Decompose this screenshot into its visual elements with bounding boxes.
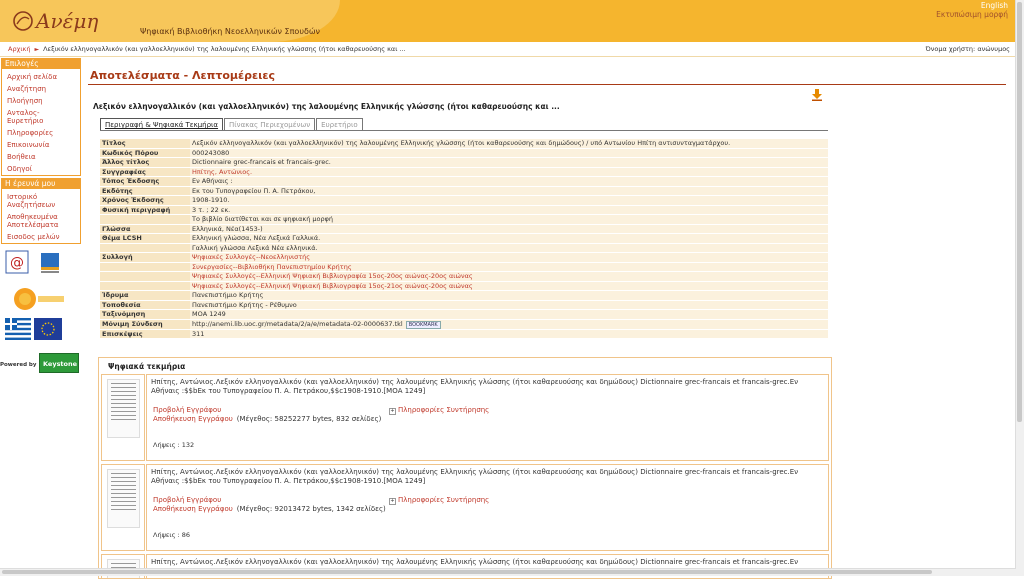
research-box (1, 178, 81, 244)
field-label: Άλλος τίτλος (100, 158, 190, 167)
options-box (1, 58, 81, 176)
table-row (100, 330, 828, 339)
item-details (146, 374, 829, 461)
eu-flag-icon (34, 318, 62, 340)
collection-link[interactable]: Ψηφιακές Συλλογές--Ελληνική Ψηφιακή Βιβλιογραφία 15ος-20ος αιώνας-20ος αιώνας (192, 272, 473, 280)
sidebar-item-history[interactable]: Ιστορικό Αναζητήσεων (7, 193, 56, 209)
digital-items-title: Ψηφιακά τεκμήρια (108, 362, 186, 371)
table-row (100, 301, 828, 310)
information-society-logo-shape (9, 286, 67, 312)
sidebar-item-info[interactable]: Πληροφορίες (7, 129, 54, 137)
breadcrumb-arrow-icon: ► (34, 46, 40, 53)
tab-index[interactable]: Ευρετήριο (316, 118, 362, 131)
table-row (100, 272, 828, 281)
item-description: Ηπίτης, Αντώνιος.Λεξικόν ελληνογαλλικόν (και γαλλοελληνικόν) της λαλουμένης Ελληνικής γλώσσης (ήτοι καθαρευούσης και δημώδους) Dictionnaire grec-francais et francais-grec.Εν Αθήναις :$$bΕκ του Τυπογραφείου Π. Α. Πετράκου,$$c1908-1910.[ΜΟΑ 1249] (151, 378, 799, 395)
field-label: Τίτλος (100, 139, 190, 148)
table-row (100, 139, 828, 148)
keystone-logo-icon[interactable] (39, 353, 79, 373)
field-label-empty (100, 263, 190, 272)
table-row (100, 158, 828, 167)
sidebar-item-help[interactable]: Βοήθεια (7, 153, 36, 161)
ministry-logo-shape (37, 250, 63, 276)
table-row (100, 215, 828, 224)
document-size: (Μέγεθος: 92013472 bytes, 1342 σελίδες) (236, 505, 386, 513)
preservation-info[interactable] (389, 496, 489, 505)
breadcrumb-bar (0, 42, 1016, 57)
field-label: Θέμα LCSH (100, 234, 190, 243)
table-row (100, 244, 828, 253)
field-value: Πανεπιστήμιο Κρήτης - Ρέθυμνο (190, 301, 828, 310)
sidebar-item-browse[interactable]: Πλοήγηση (7, 97, 43, 105)
download-arrow-shape (812, 89, 822, 101)
sidebar-item-search[interactable]: Αναζήτηση (7, 85, 47, 93)
user-name: ανώνυμος (977, 45, 1010, 53)
field-value: Εκ του Τυπογραφείου Π. Α. Πετράκου, (190, 187, 828, 196)
esearch-logo-icon[interactable] (5, 250, 29, 274)
field-label: Τόπος Έκδοσης (100, 177, 190, 186)
field-value: Γαλλική γλώσσα Λεξικά Νέα ελληνικά. (190, 244, 828, 253)
table-row (100, 310, 828, 319)
field-value-cell (190, 168, 828, 177)
item-description: Ηπίτης, Αντώνιος.Λεξικόν ελληνογαλλικόν (και γαλλοελληνικόν) της λαλουμένης Ελληνικής γλώσσης (ήτοι καθαρευούσης και δημώδους) Dictionnaire grec-francais et francais-grec.Εν Αθήναις :$$bΕκ του Τυπογραφείου Π. Α. Πετράκου,$$c1908-1910.[ΜΟΑ 1249] (151, 468, 799, 485)
breadcrumb-home[interactable]: Αρχική (8, 45, 31, 53)
table-row (100, 187, 828, 196)
save-document-link[interactable]: Αποθήκευση Εγγράφου (153, 415, 233, 423)
sidebar-item-saved[interactable]: Αποθηκευμένα Αποτελέσματα (7, 213, 59, 229)
download-icon[interactable] (812, 89, 822, 101)
horizontal-scroll-thumb[interactable] (2, 570, 932, 574)
list-item (101, 464, 829, 549)
field-label: Ίδρυμα (100, 291, 190, 300)
download-count: Λήψεις : 132 (153, 441, 195, 449)
ministry-logo-icon[interactable] (37, 250, 63, 276)
field-label: Συλλογή (100, 253, 190, 262)
field-value-cell (190, 282, 828, 291)
bookmark-button[interactable]: BOOKMARK (406, 321, 441, 329)
permalink-text[interactable]: http://anemi.lib.uoc.gr/metadata/2/a/e/metadata-02-0000637.tkl (192, 319, 403, 328)
field-label-empty (100, 272, 190, 281)
document-thumbnail[interactable] (101, 464, 145, 551)
vertical-scroll-thumb[interactable] (1017, 2, 1022, 422)
download-count: Λήψεις : 86 (153, 531, 190, 539)
user-info (926, 45, 1010, 53)
vertical-scrollbar[interactable] (1015, 0, 1024, 576)
sidebar-item-index[interactable]: Ανταλος-Ευρετήριο (7, 109, 44, 125)
table-row (100, 225, 828, 234)
breadcrumb (8, 45, 406, 53)
field-value-cell (190, 272, 828, 281)
view-document-link[interactable]: Προβολή Εγγράφου (153, 406, 222, 414)
table-row (100, 168, 828, 177)
field-value-cell (190, 263, 828, 272)
options-header: Επιλογές (2, 58, 80, 69)
document-thumbnail[interactable] (101, 374, 145, 461)
table-row (100, 291, 828, 300)
table-row (100, 253, 828, 262)
preservation-info-label: Πληροφορίες Συντήρησης (398, 406, 490, 414)
field-value-cell (190, 253, 828, 262)
logo-sun-icon (12, 10, 34, 32)
record-table (100, 138, 828, 339)
sidebar (1, 58, 81, 246)
preservation-info[interactable] (389, 406, 489, 415)
tab-contents[interactable]: Πίνακας Περιεχομένων (224, 118, 315, 131)
print-link[interactable]: Εκτυπώσιμη μορφή (936, 10, 1008, 19)
field-label-empty (100, 244, 190, 253)
field-label-empty (100, 215, 190, 224)
site-logo[interactable] (12, 7, 98, 35)
field-value: Εν Αθήναις : (190, 177, 828, 186)
item-description: Ηπίτης, Αντώνιος.Λεξικόν ελληνογαλλικόν (και γαλλοελληνικόν) της λαλουμένης Ελληνικής γλώσσης (ήτοι καθαρευούσης και δημώδους) Dictionnaire grec-francais et francais-grec.Εν (151, 558, 799, 566)
research-header: Η έρευνά μου (2, 178, 80, 189)
field-label: Γλώσσα (100, 225, 190, 234)
table-row (100, 263, 828, 272)
table-row (100, 282, 828, 291)
field-value: Λεξικόν ελληνογαλλικόν (και γαλλοελληνικόν) της λαλουμένης Ελληνικής γλώσσης (ήτοι καθαρευούσης και δημώδους) / υπό Αντωνίου Ηπίτη αντισυνταγματάρχου. (190, 139, 828, 148)
horizontal-scrollbar[interactable] (0, 568, 1016, 576)
powered-by-label: Powered by (0, 362, 37, 368)
collection-link[interactable]: Συνεργασίες--Βιβλιοθήκη Πανεπιστημίου Κρήτης (192, 262, 352, 271)
field-value: 3 τ. ; 22 εκ. (190, 206, 828, 215)
field-value: 1908-1910. (190, 196, 828, 205)
list-item (101, 374, 829, 459)
field-label: Επισκέψεις (100, 330, 190, 339)
title-divider (88, 84, 1006, 85)
top-links (936, 1, 1008, 19)
sidebar-item-login[interactable]: Εισοδος μελών (7, 233, 60, 241)
sidebar-item-home[interactable]: Αρχική σελίδα (7, 73, 58, 81)
collection-link[interactable]: Ψηφιακές Συλλογές--Νεοελληνιστής (192, 253, 311, 261)
sidebar-item-contact[interactable]: Επικοινωνία (7, 141, 50, 149)
field-value: 311 (190, 330, 828, 339)
expand-plus-icon[interactable]: + (390, 408, 395, 414)
save-document-row (153, 505, 386, 513)
field-label: Φυσική περιγραφή (100, 206, 190, 215)
expand-plus-icon[interactable]: + (390, 498, 395, 504)
view-document-link[interactable]: Προβολή Εγγράφου (153, 496, 222, 504)
page-title: Αποτελέσματα - Λεπτομέρειες (90, 69, 276, 82)
work-title: Λεξικόν ελληνογαλλικόν (και γαλλοελληνικόν) της λαλουμένης Ελληνικής γλώσσης (ήτοι καθαρευούσης και ... (93, 102, 560, 111)
table-row (100, 196, 828, 205)
logo-text: Ανέμη (36, 9, 99, 33)
field-value: Ελληνικά, Νέα(1453-) (190, 225, 828, 234)
field-label: Χρόνος Έκδοσης (100, 196, 190, 205)
field-value: Το βιβλίο διατίθεται και σε ψηφιακή μορφή (190, 215, 828, 224)
greek-flag-shape (5, 318, 31, 340)
greek-flag-icon (5, 318, 31, 340)
user-label: Όνομα χρήστη: (925, 45, 976, 53)
item-details (146, 464, 829, 551)
keystone-label: Keystone (43, 360, 78, 368)
author-link[interactable]: Ηπίτης, Αντώνιος. (192, 167, 253, 176)
breadcrumb-current: Λεξικόν ελληνογαλλικόν (και γαλλοελληνικόν) της λαλουμένης Ελληνικής γλώσσης (ήτοι καθαρευούσης και ... (43, 45, 406, 53)
digital-items-box (98, 357, 832, 579)
sidebar-item-guides[interactable]: Οδηγοί (7, 165, 33, 173)
field-label: Κωδικός Πόρου (100, 149, 190, 158)
field-value-cell (190, 320, 828, 329)
field-label: Συγγραφέας (100, 168, 190, 177)
table-row (100, 206, 828, 215)
field-value: Ελληνική γλώσσα, Νέα Λεξικά Γαλλικά. (190, 234, 828, 243)
table-row (100, 149, 828, 158)
field-label: Εκδότης (100, 187, 190, 196)
field-label: Μόνιμη Σύνδεση (100, 320, 190, 329)
tabs (100, 118, 364, 130)
information-society-logo-icon[interactable] (9, 286, 67, 312)
field-label: Ταξινόμηση (100, 310, 190, 319)
field-value: Dictionnaire grec-francais et francais-grec. (190, 158, 828, 167)
esearch-logo-shape (5, 250, 29, 274)
english-link[interactable]: English (980, 1, 1008, 10)
table-row (100, 234, 828, 243)
header (0, 0, 1016, 42)
site-title: Ψηφιακή Βιβλιοθήκη Νεοελληνικών Σπουδών (140, 27, 321, 36)
preservation-info-label: Πληροφορίες Συντήρησης (398, 496, 490, 504)
table-row (100, 320, 828, 329)
save-document-link[interactable]: Αποθήκευση Εγγράφου (153, 505, 233, 513)
tab-divider (100, 130, 828, 131)
save-document-row (153, 415, 381, 423)
thumbnail-page (107, 469, 140, 528)
field-value: ΜΟΑ 1249 (190, 310, 828, 319)
field-value: 000243080 (190, 149, 828, 158)
field-value: Πανεπιστήμιο Κρήτης (190, 291, 828, 300)
field-label-empty (100, 282, 190, 291)
document-size: (Μέγεθος: 58252277 bytes, 832 σελίδες) (236, 415, 382, 423)
svg-text:@: @ (10, 255, 24, 271)
eu-flag-shape (34, 318, 62, 340)
thumbnail-page (107, 379, 140, 438)
tab-description[interactable]: Περιγραφή & Ψηφιακά Τεκμήρια (100, 118, 223, 131)
collection-link[interactable]: Ψηφιακές Συλλογές--Ελληνική Ψηφιακή Βιβλιογραφία 15ος-21ος αιώνας-20ος αιώνας (192, 281, 473, 290)
table-row (100, 177, 828, 186)
field-label: Τοποθεσία (100, 301, 190, 310)
